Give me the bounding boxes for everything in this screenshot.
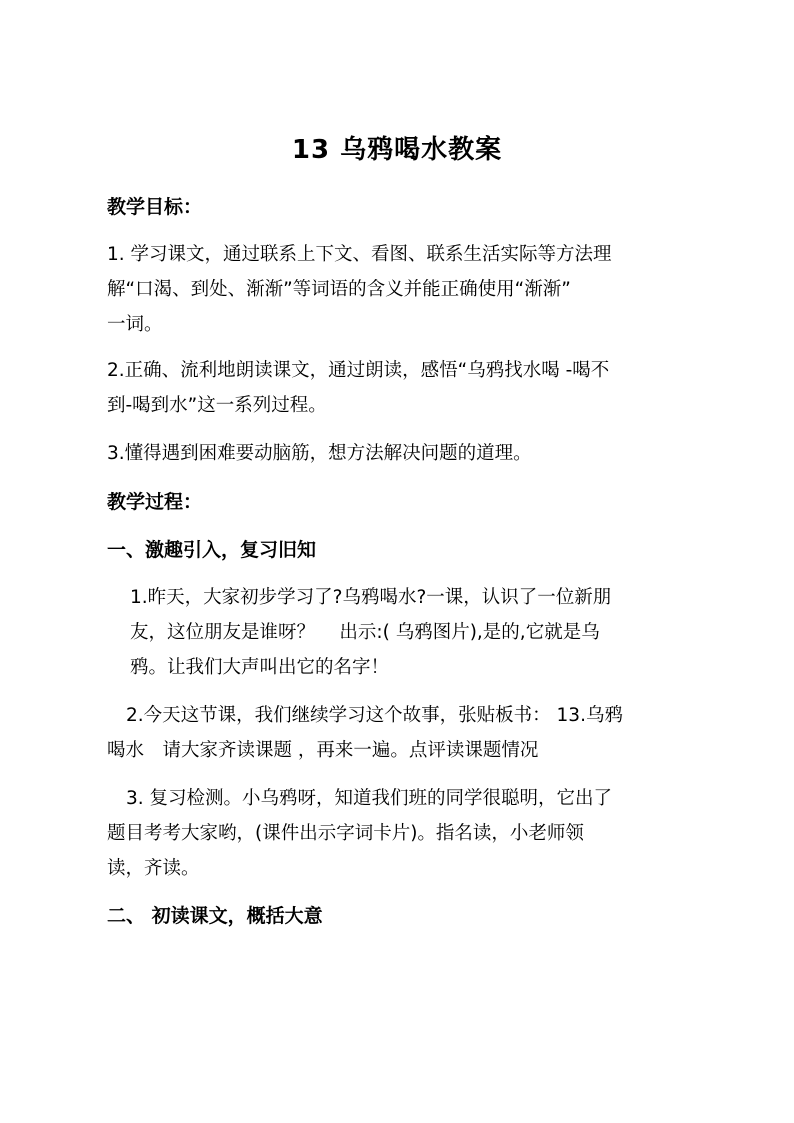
- section-1-item-2-line-1: 2.今天这节课，我们继续学习这个故事，张贴板书： 13.乌鸦: [126, 705, 623, 726]
- goal-1-line-1: 1. 学习课文，通过联系上下文、看图、联系生活实际等方法理: [107, 244, 612, 265]
- section-1-item-2-line-2: 喝水 请大家齐读课题 ，再来一遍。点评读课题情况: [107, 740, 539, 761]
- section-1-item-1-line-2: 友，这位朋友是谁呀？ 出示:( 乌鸦图片),是的,它就是乌: [130, 622, 600, 643]
- goal-2-line-1: 2.正确、流利地朗读课文，通过朗读，感悟“乌鸦找水喝 -喝不: [107, 360, 610, 381]
- process-heading: 教学过程：: [107, 491, 203, 513]
- section-1-item-3-line-3: 读，齐读。: [107, 858, 200, 879]
- goal-1-line-3: 一词。: [107, 314, 163, 335]
- goal-3-line-1: 3.懂得遇到困难要动脑筋，想方法解决问题的道理。: [107, 443, 532, 464]
- section-1-item-1-line-3: 鸦。让我们大声叫出它的名字！: [130, 657, 390, 678]
- goal-2-line-2: 到-喝到水”这一系列过程。: [107, 395, 327, 416]
- section-1-item-3-line-1: 3. 复习检测。小乌鸦呀，知道我们班的同学很聪明，它出了: [126, 788, 613, 809]
- section-1-item-3-line-2: 题目考考大家哟，(课件出示字词卡片)。指名读，小老师领: [107, 823, 584, 844]
- section-2-heading: 二、 初读课文，概括大意: [107, 905, 323, 927]
- goals-heading: 教学目标：: [107, 196, 203, 218]
- goal-1-line-2: 解“口渴、到处、渐渐”等词语的含义并能正确使用“渐渐”: [107, 279, 571, 300]
- section-1-heading: 一、激趣引入，复习旧知: [107, 539, 317, 561]
- section-1-item-1-line-1: 1.昨天，大家初步学习了?乌鸦喝水?一课，认识了一位新朋: [130, 587, 612, 608]
- document-title: 13 乌鸦喝水教案: [291, 135, 503, 165]
